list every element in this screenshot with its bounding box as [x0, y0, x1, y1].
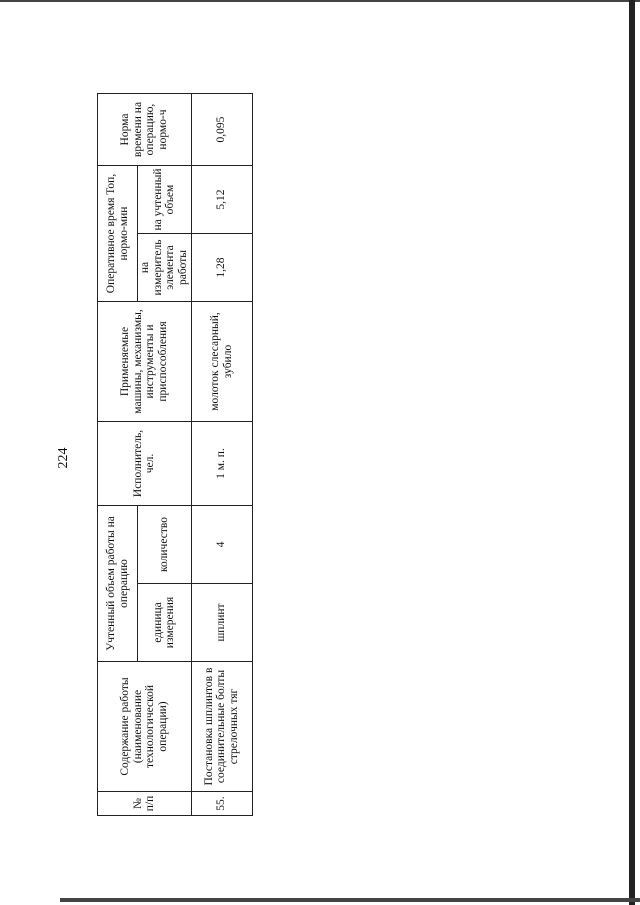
cell-executor: 1 м. п.: [191, 422, 252, 506]
header-norm: Норма времени на операцию, нормо-ч: [98, 94, 192, 166]
cell-quantity: 4: [191, 506, 252, 584]
norm-table: [97, 93, 253, 816]
cell-num: 55.: [191, 792, 252, 816]
header-optime-group: Оперативное время Топ, нормо-мин: [98, 166, 138, 302]
header-per-volume: на учтенный объем: [138, 166, 192, 234]
cell-norm: 0,095: [191, 94, 252, 166]
header-tools: Применяемые машины, механизмы, инструменты и приспособления: [98, 302, 192, 422]
header-per-meter: на измеритель элемента работы: [138, 234, 192, 302]
cell-tools: молоток слесарный, зубило: [191, 302, 252, 422]
scan-edge-right: [629, 0, 635, 905]
cell-per-volume: 5,12: [191, 166, 252, 234]
table-row: [191, 94, 252, 816]
header-content: Содержание работы (наименование технологической операции): [98, 662, 192, 792]
scan-edge-top: [0, 0, 640, 2]
header-volume-group: Учтенный объем работы на операцию: [98, 506, 138, 662]
header-unit: единица измерения: [138, 584, 192, 662]
scan-edge-bottom: [60, 898, 640, 902]
header-quantity: количество: [138, 506, 192, 584]
header-row-1: [98, 94, 138, 816]
norm-table-container: [97, 94, 243, 816]
page-number: 224: [56, 447, 71, 469]
cell-content: Постановка шплинтов в соединительные болты стрелочных тяг: [191, 662, 252, 792]
cell-unit: шплинт: [191, 584, 252, 662]
cell-per-meter: 1,28: [191, 234, 252, 302]
header-num: № п/п: [98, 792, 192, 816]
header-executor: Исполнитель, чел.: [98, 422, 192, 506]
